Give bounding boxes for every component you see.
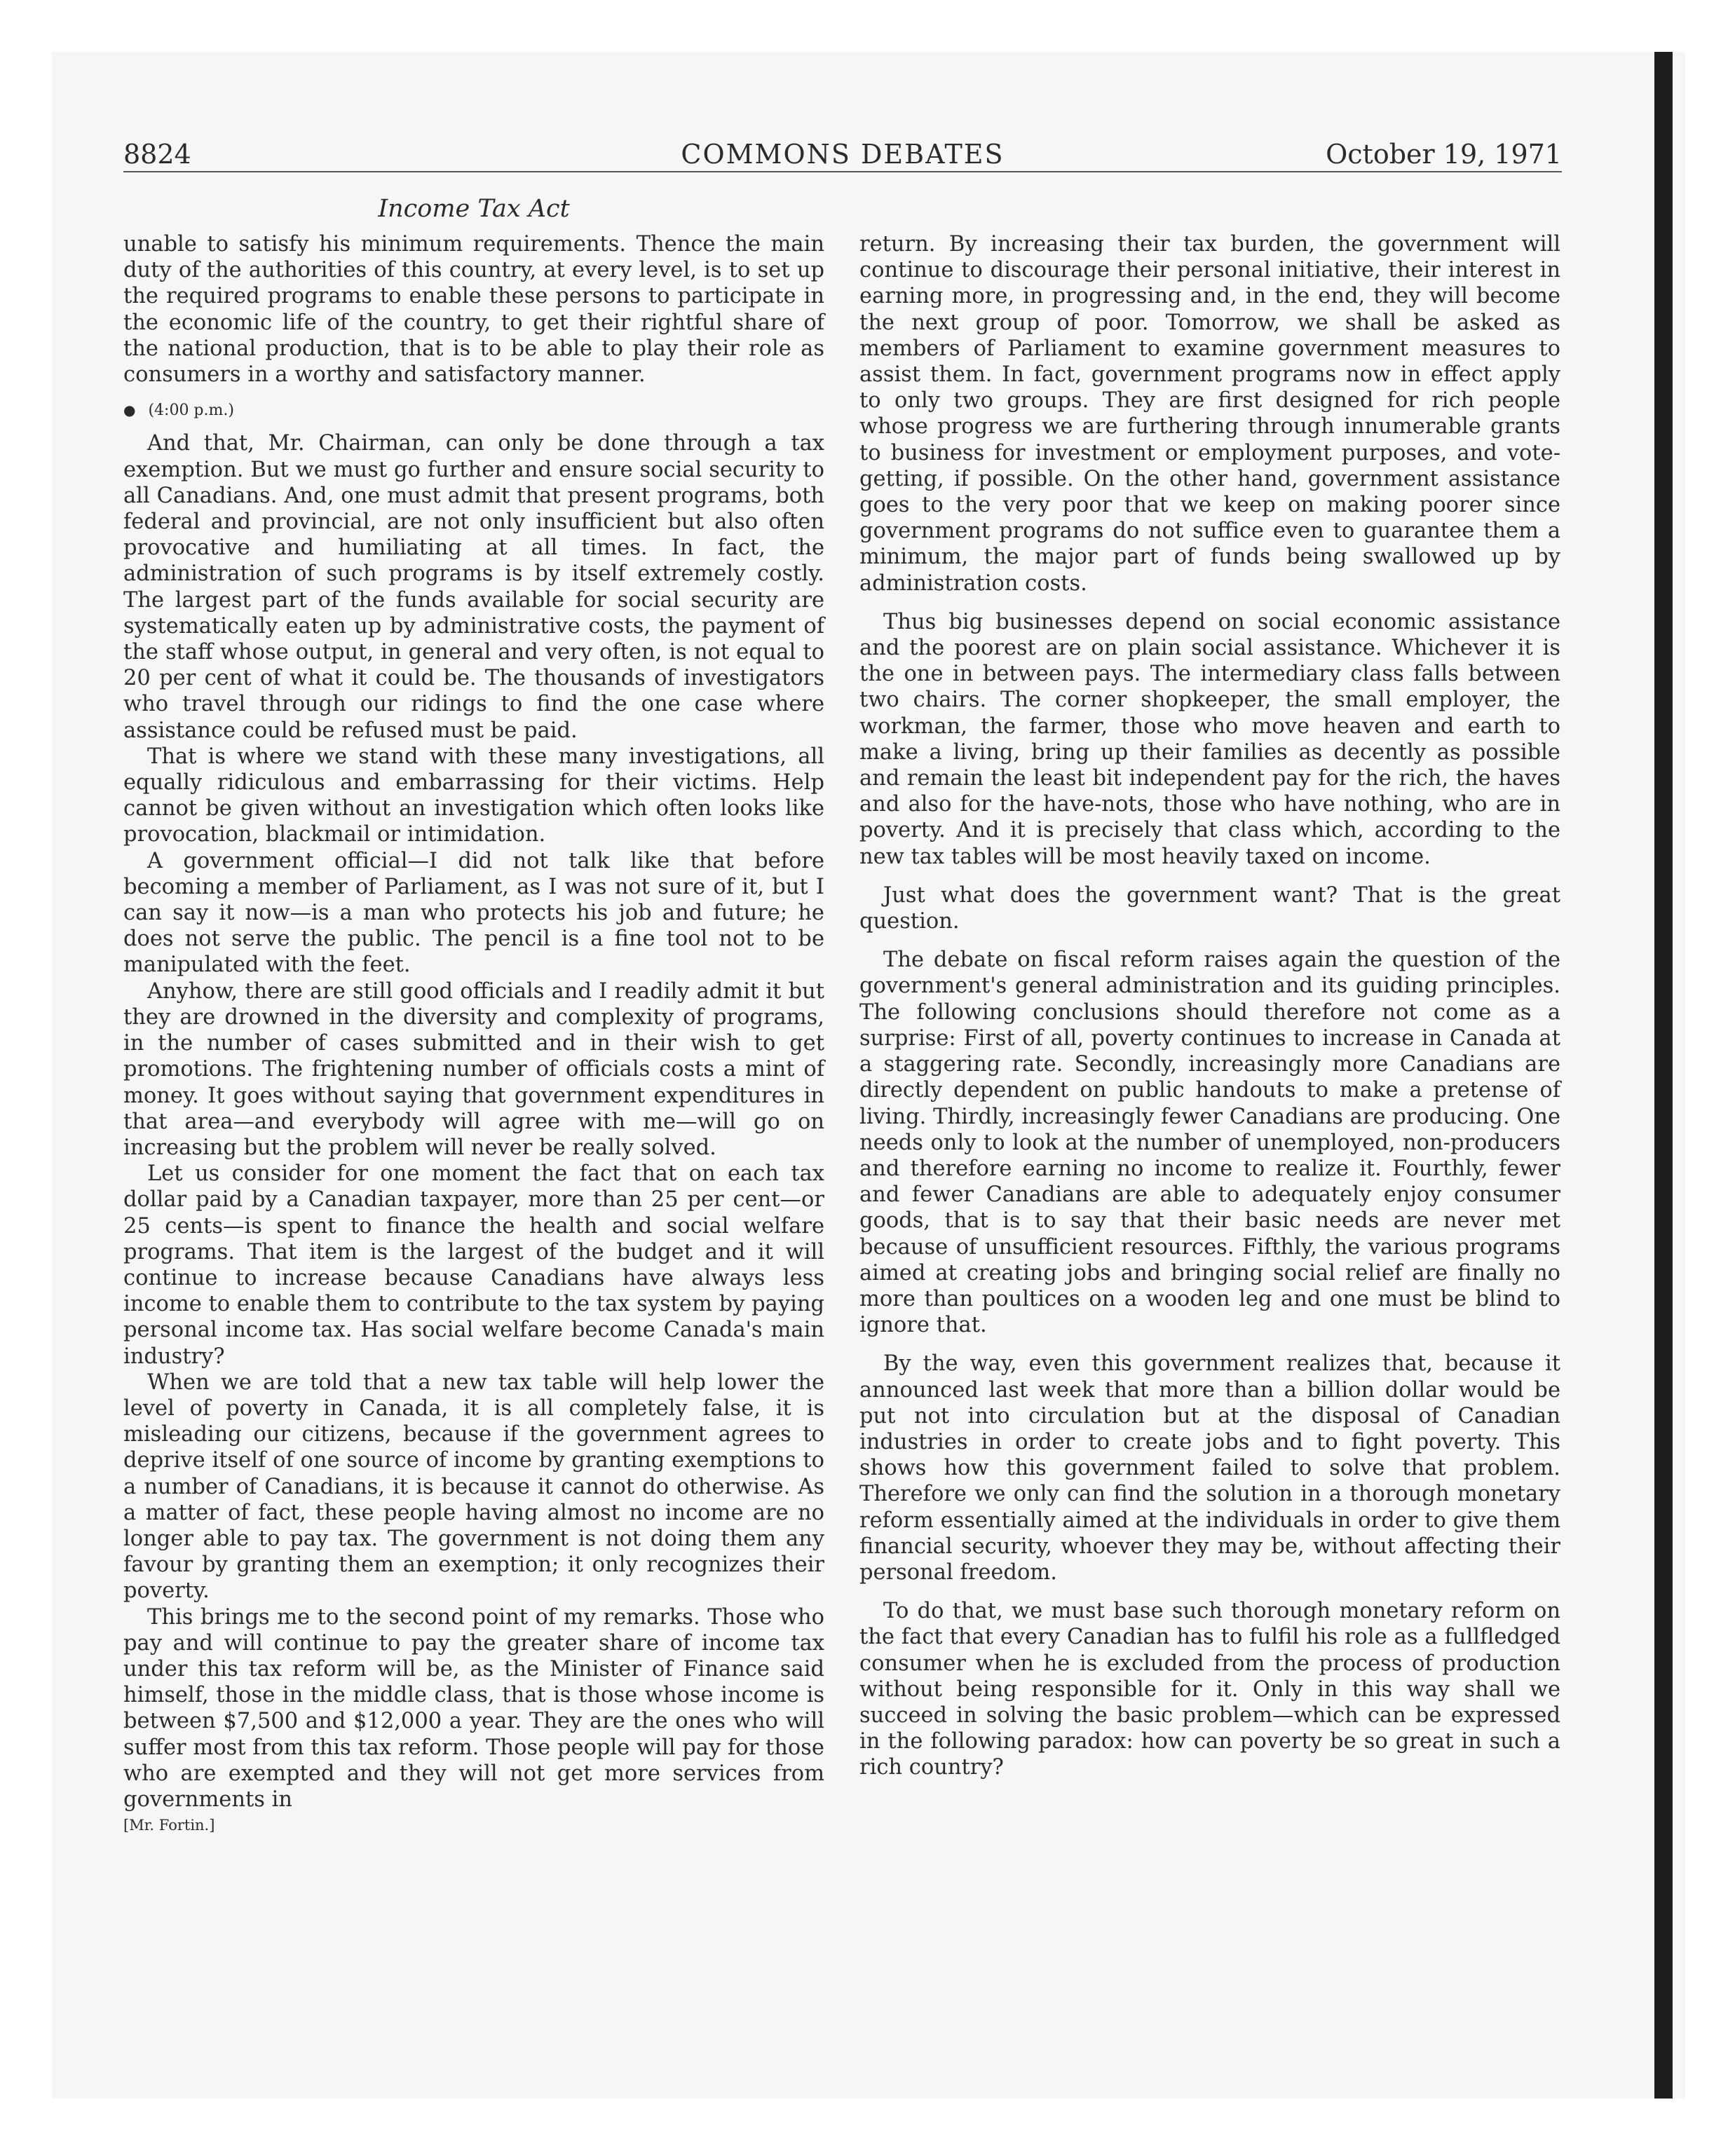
speaker-attribution: [Mr. Fortin.] — [123, 1817, 215, 1834]
paragraph: Let us consider for one moment the fact that on each tax dollar paid by a Canadian taxpayer, more than 25 per cent—or 25 cents—is spent to finance the health and social welfare programs. That item is the largest of the budget and it will continue to increase because Canadians have always less income to enable them to contribute to the tax system by paying personal income tax. Has social welfare become Canada's main industry? — [123, 1161, 824, 1369]
paragraph: The debate on fiscal reform raises again the question of the government's general administration and its guiding principles. The following conclusions should therefore not come as a surprise: First of all, poverty continues to increase in Canada at a staggering rate. Secondly, increasingly more Canadians are directly dependent on public handouts to make a pretense of living. Thirdly, increasingly fewer Canadians are producing. One needs only to look at the number of unemployed, non-producers and therefore earning no income to realize it. Fourthly, fewer and fewer Canadians are able to adequately enjoy consumer goods, that is to say that their basic needs are never met because of unsufficient resources. Fifthly, the various programs aimed at creating jobs and bringing social relief are finally no more than poultices on a wooden leg and one must be blind to ignore that. — [859, 948, 1560, 1338]
bullet-icon: ● — [123, 402, 136, 419]
page-header — [123, 135, 1562, 172]
page-number: 8824 — [123, 139, 191, 170]
time-marker — [123, 397, 824, 423]
paragraph: return. By increasing their tax burden, the government will continue to discourage their personal initiative, their interest in earning more, in progressing and, in the end, they will become the next group of poor. Tomorrow, we shall be asked as members of Parliament to examine government measures to assist them. In fact, government programs now in effect apply to only two groups. They are first designed for rich people whose progress we are furthering through innumerable grants to business for investment or employment purposes, and vote-getting, if possible. On the other hand, government assistance goes to the very poor that we keep on making poorer since government programs do not suffice even to guarantee them a minimum, the major part of funds being swallowed up by administration costs. — [859, 232, 1560, 596]
paragraph: unable to satisfy his minimum requirements. Thence the main duty of the authorities of this country, at every level, is to set up the required programs to enable these persons to participate in the economic life of the country, to get their rightful share of the national production, that is to be able to play their role as consumers in a worthy and satisfactory manner. — [123, 232, 824, 388]
publication-date: October 19, 1971 — [1326, 139, 1562, 170]
paragraph: By the way, even this government realizes that, because it announced last week that more than a billion dollar would be put not into circulation but at the disposal of Canadian industries in order to create jobs and to fight poverty. This shows how this government failed to solve that problem. Therefore we only can find the solution in a thorough monetary reform essentially aimed at the individuals in order to give them financial security, whoever they may be, without affecting their personal freedom. — [859, 1351, 1560, 1585]
paragraph: When we are told that a new tax table will help lower the level of poverty in Canada, it is all completely false, it is misleading our citizens, because if the government agrees to deprive itself of one source of income by granting exemptions to a number of Canadians, it is because it cannot do otherwise. As a matter of fact, these people having almost no income are no longer able to pay tax. The government is not doing them any favour by granting them an exemption; it only recognizes their poverty. — [123, 1370, 824, 1604]
paragraph: To do that, we must base such thorough monetary reform on the fact that every Canadian has to fulfil his role as a fullfledged consumer when he is excluded from the process of production without being responsible for it. Only in this way shall we succeed in solving the basic problem—which can be expressed in the following paradox: how can poverty be so great in such a rich country? — [859, 1599, 1560, 1780]
paragraph: Thus big businesses depend on social economic assistance and the poorest are on plain social assistance. Whichever it is the one in between pays. The intermediary class falls between two chairs. The corner shopkeeper, the small employer, the workman, the farmer, those who move heaven and earth to make a living, bring up their families as decently as possible and remain the least bit independent pay for the rich, the haves and also for the have-nots, those who have nothing, who are in poverty. And it is precisely that class which, according to the new tax tables will be most heavily taxed on income. — [859, 609, 1560, 869]
paragraph: Anyhow, there are still good officials and I readily admit it but they are drowned in the diversity and complexity of programs, in the number of cases submitted and in their wish to get promotions. The frightening number of officials costs a mint of money. It goes without saying that government expenditures in that area—and everybody will agree with me—will go on increasing but the problem will never be really solved. — [123, 978, 824, 1160]
left-column — [123, 231, 824, 1838]
scan-edge-shadow — [1654, 52, 1673, 2099]
paragraph: A government official—I did not talk like that before becoming a member of Parliament, as I was not sure of it, but I can say it now—is a man who protects his job and future; he does not serve the public. The pencil is a fine tool not to be manipulated with the feet. — [123, 848, 824, 978]
paragraph: That is where we stand with these many investigations, all equally ridiculous and embarrassing for their victims. Help cannot be given without an investigation which often looks like provocation, blackmail or intimidation. — [123, 744, 824, 847]
section-subheading: Income Tax Act — [378, 195, 570, 223]
paragraph: And that, Mr. Chairman, can only be done through a tax exemption. But we must go further and ensure social security to all Canadians. And, one must admit that present programs, both federal and provincial, are not only insufficient but also often provocative and humiliating at all times. In fact, the administration of such programs is by itself extremely costly. The largest part of the funds available for social security are systematically eaten up by administrative costs, the payment of the staff whose output, in general and very often, is not equal to 20 per cent of what it could be. The thousands of investigators who travel through our ridings to find the one case where assistance could be refused must be paid. — [123, 431, 824, 743]
time-marker-text: (4:00 p.m.) — [148, 402, 234, 420]
paragraph: Just what does the government want? That is the great question. — [859, 882, 1560, 934]
right-column — [859, 231, 1560, 1781]
paragraph: This brings me to the second point of my remarks. Those who pay and will continue to pay the greater share of income tax under this tax reform will be, as the Minister of Finance said himself, those in the middle class, that is those whose income is between $7,500 and $12,000 a year. They are the ones who will suffer most from this tax reform. Those people will pay for those who are exempted and they will not get more services from governments in — [123, 1604, 824, 1812]
publication-title: COMMONS DEBATES — [681, 139, 1005, 170]
